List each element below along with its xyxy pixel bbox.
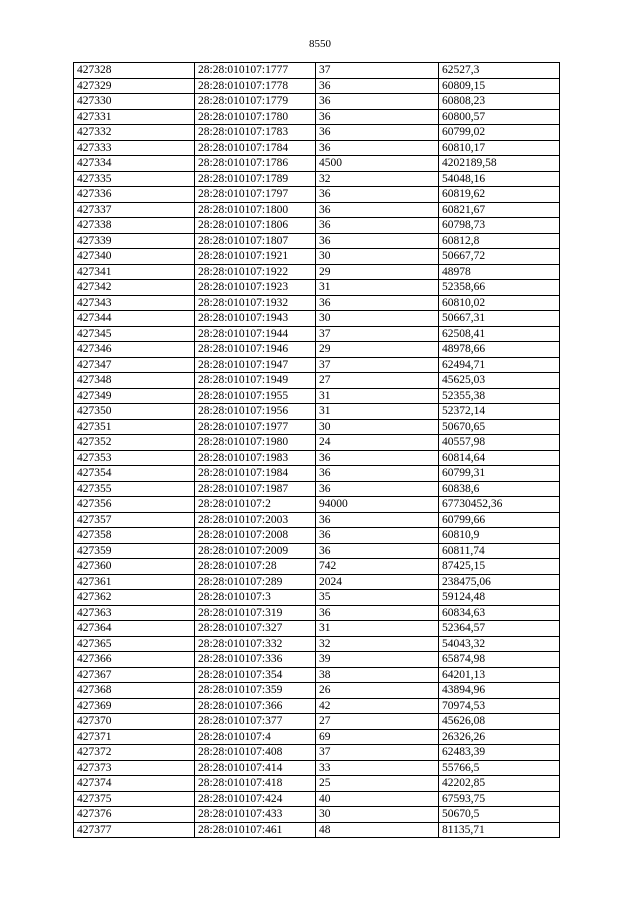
record-number-cell: 427376 [74,807,195,823]
table-row [74,264,560,280]
table-row [74,63,560,79]
area-cell: 36 [316,512,439,528]
cadastral-number-cell: 28:28:010107:418 [195,776,316,792]
cadastral-number-cell: 28:28:010107:1977 [195,419,316,435]
data-table [73,62,560,838]
table-row [74,342,560,358]
cadastral-number-cell: 28:28:010107:2009 [195,543,316,559]
table-row [74,497,560,513]
record-number-cell: 427372 [74,745,195,761]
cadastral-number-cell: 28:28:010107:1932 [195,295,316,311]
value-cell: 81135,71 [439,822,560,838]
record-number-cell: 427351 [74,419,195,435]
cadastral-number-cell: 28:28:010107:377 [195,714,316,730]
value-cell: 67730452,36 [439,497,560,513]
record-number-cell: 427340 [74,249,195,265]
table-row [74,807,560,823]
cadastral-number-cell: 28:28:010107:289 [195,574,316,590]
area-cell: 36 [316,605,439,621]
record-number-cell: 427349 [74,388,195,404]
record-number-cell: 427342 [74,280,195,296]
value-cell: 60834,63 [439,605,560,621]
record-number-cell: 427358 [74,528,195,544]
area-cell: 36 [316,78,439,94]
value-cell: 50667,72 [439,249,560,265]
record-number-cell: 427369 [74,698,195,714]
cadastral-number-cell: 28:28:010107:1923 [195,280,316,296]
cadastral-number-cell: 28:28:010107:461 [195,822,316,838]
value-cell: 64201,13 [439,667,560,683]
table-row [74,249,560,265]
table-row [74,745,560,761]
cadastral-number-cell: 28:28:010107:1983 [195,450,316,466]
area-cell: 31 [316,621,439,637]
cadastral-number-cell: 28:28:010107:433 [195,807,316,823]
table-row [74,218,560,234]
cadastral-number-cell: 28:28:010107:1947 [195,357,316,373]
cadastral-number-cell: 28:28:010107:1806 [195,218,316,234]
cadastral-number-cell: 28:28:010107:1778 [195,78,316,94]
cadastral-number-cell: 28:28:010107:2003 [195,512,316,528]
value-cell: 60812,8 [439,233,560,249]
table-row [74,233,560,249]
value-cell: 60799,31 [439,466,560,482]
cadastral-number-cell: 28:28:010107:1949 [195,373,316,389]
record-number-cell: 427361 [74,574,195,590]
table-row [74,156,560,172]
value-cell: 60800,57 [439,109,560,125]
table-row [74,760,560,776]
area-cell: 33 [316,760,439,776]
record-number-cell: 427363 [74,605,195,621]
table-row [74,714,560,730]
value-cell: 70974,53 [439,698,560,714]
area-cell: 36 [316,233,439,249]
table-row [74,621,560,637]
record-number-cell: 427362 [74,590,195,606]
record-number-cell: 427335 [74,171,195,187]
table-row [74,404,560,420]
cadastral-number-cell: 28:28:010107:1789 [195,171,316,187]
table-row [74,559,560,575]
record-number-cell: 427331 [74,109,195,125]
area-cell: 69 [316,729,439,745]
area-cell: 36 [316,295,439,311]
area-cell: 36 [316,125,439,141]
cadastral-number-cell: 28:28:010107:1797 [195,187,316,203]
cadastral-number-cell: 28:28:010107:28 [195,559,316,575]
record-number-cell: 427366 [74,652,195,668]
value-cell: 60798,73 [439,218,560,234]
cadastral-number-cell: 28:28:010107:1946 [195,342,316,358]
record-number-cell: 427371 [74,729,195,745]
area-cell: 36 [316,218,439,234]
record-number-cell: 427347 [74,357,195,373]
record-number-cell: 427355 [74,481,195,497]
area-cell: 30 [316,311,439,327]
value-cell: 238475,06 [439,574,560,590]
value-cell: 87425,15 [439,559,560,575]
record-number-cell: 427329 [74,78,195,94]
record-number-cell: 427356 [74,497,195,513]
table-row [74,295,560,311]
table-row [74,652,560,668]
area-cell: 32 [316,171,439,187]
cadastral-number-cell: 28:28:010107:319 [195,605,316,621]
area-cell: 2024 [316,574,439,590]
area-cell: 29 [316,342,439,358]
value-cell: 50670,65 [439,419,560,435]
table-row [74,605,560,621]
area-cell: 742 [316,559,439,575]
area-cell: 36 [316,450,439,466]
record-number-cell: 427333 [74,140,195,156]
area-cell: 39 [316,652,439,668]
value-cell: 62527,3 [439,63,560,79]
table-row [74,311,560,327]
cadastral-number-cell: 28:28:010107:332 [195,636,316,652]
cadastral-number-cell: 28:28:010107:1779 [195,94,316,110]
cadastral-number-cell: 28:28:010107:3 [195,590,316,606]
table-row [74,481,560,497]
table-body [74,63,560,838]
value-cell: 52372,14 [439,404,560,420]
record-number-cell: 427346 [74,342,195,358]
value-cell: 48978 [439,264,560,280]
table-row [74,94,560,110]
cadastral-number-cell: 28:28:010107:1943 [195,311,316,327]
record-number-cell: 427373 [74,760,195,776]
table-row [74,698,560,714]
area-cell: 36 [316,528,439,544]
cadastral-number-cell: 28:28:010107:424 [195,791,316,807]
value-cell: 48978,66 [439,342,560,358]
record-number-cell: 427352 [74,435,195,451]
value-cell: 52358,66 [439,280,560,296]
record-number-cell: 427338 [74,218,195,234]
cadastral-number-cell: 28:28:010107:1807 [195,233,316,249]
table-row [74,140,560,156]
table-row [74,590,560,606]
table-row [74,435,560,451]
record-number-cell: 427348 [74,373,195,389]
cadastral-number-cell: 28:28:010107:1800 [195,202,316,218]
record-number-cell: 427341 [74,264,195,280]
area-cell: 94000 [316,497,439,513]
area-cell: 4500 [316,156,439,172]
value-cell: 65874,98 [439,652,560,668]
cadastral-number-cell: 28:28:010107:1922 [195,264,316,280]
value-cell: 67593,75 [439,791,560,807]
value-cell: 54043,32 [439,636,560,652]
area-cell: 31 [316,404,439,420]
cadastral-number-cell: 28:28:010107:336 [195,652,316,668]
area-cell: 36 [316,187,439,203]
area-cell: 42 [316,698,439,714]
area-cell: 30 [316,807,439,823]
cadastral-number-cell: 28:28:010107:354 [195,667,316,683]
table-row [74,202,560,218]
cadastral-number-cell: 28:28:010107:1784 [195,140,316,156]
record-number-cell: 427377 [74,822,195,838]
table-row [74,636,560,652]
area-cell: 36 [316,543,439,559]
area-cell: 36 [316,94,439,110]
area-cell: 30 [316,419,439,435]
table-row [74,280,560,296]
table-row [74,419,560,435]
cadastral-number-cell: 28:28:010107:1956 [195,404,316,420]
value-cell: 60814,64 [439,450,560,466]
cadastral-number-cell: 28:28:010107:327 [195,621,316,637]
record-number-cell: 427328 [74,63,195,79]
record-number-cell: 427359 [74,543,195,559]
cadastral-number-cell: 28:28:010107:366 [195,698,316,714]
table-row [74,125,560,141]
record-number-cell: 427367 [74,667,195,683]
table-row [74,466,560,482]
area-cell: 38 [316,667,439,683]
area-cell: 37 [316,326,439,342]
area-cell: 24 [316,435,439,451]
table-row [74,109,560,125]
record-number-cell: 427375 [74,791,195,807]
area-cell: 27 [316,714,439,730]
cadastral-number-cell: 28:28:010107:408 [195,745,316,761]
value-cell: 60819,62 [439,187,560,203]
area-cell: 37 [316,357,439,373]
value-cell: 62508,41 [439,326,560,342]
value-cell: 40557,98 [439,435,560,451]
cadastral-number-cell: 28:28:010107:1944 [195,326,316,342]
record-number-cell: 427354 [74,466,195,482]
area-cell: 40 [316,791,439,807]
table-row [74,543,560,559]
area-cell: 36 [316,109,439,125]
value-cell: 60810,9 [439,528,560,544]
table-row [74,187,560,203]
table-row [74,171,560,187]
area-cell: 27 [316,373,439,389]
area-cell: 36 [316,202,439,218]
value-cell: 59124,48 [439,590,560,606]
area-cell: 29 [316,264,439,280]
table-row [74,388,560,404]
record-number-cell: 427365 [74,636,195,652]
value-cell: 54048,16 [439,171,560,187]
record-number-cell: 427353 [74,450,195,466]
table-row [74,574,560,590]
value-cell: 52364,57 [439,621,560,637]
table-row [74,373,560,389]
table-row [74,729,560,745]
page-number: 8550 [309,38,331,50]
value-cell: 50670,5 [439,807,560,823]
value-cell: 52355,38 [439,388,560,404]
value-cell: 60799,66 [439,512,560,528]
record-number-cell: 427334 [74,156,195,172]
cadastral-number-cell: 28:28:010107:2008 [195,528,316,544]
table-row [74,776,560,792]
value-cell: 42202,85 [439,776,560,792]
table-row [74,667,560,683]
cadastral-number-cell: 28:28:010107:1777 [195,63,316,79]
record-number-cell: 427364 [74,621,195,637]
value-cell: 60799,02 [439,125,560,141]
record-number-cell: 427370 [74,714,195,730]
value-cell: 55766,5 [439,760,560,776]
cadastral-number-cell: 28:28:010107:1783 [195,125,316,141]
value-cell: 62494,71 [439,357,560,373]
area-cell: 31 [316,280,439,296]
cadastral-number-cell: 28:28:010107:414 [195,760,316,776]
area-cell: 48 [316,822,439,838]
area-cell: 26 [316,683,439,699]
area-cell: 25 [316,776,439,792]
area-cell: 31 [316,388,439,404]
value-cell: 43894,96 [439,683,560,699]
record-number-cell: 427336 [74,187,195,203]
value-cell: 60809,15 [439,78,560,94]
record-number-cell: 427330 [74,94,195,110]
record-number-cell: 427344 [74,311,195,327]
cadastral-number-cell: 28:28:010107:1786 [195,156,316,172]
record-number-cell: 427357 [74,512,195,528]
value-cell: 60838,6 [439,481,560,497]
record-number-cell: 427343 [74,295,195,311]
table-row [74,822,560,838]
area-cell: 37 [316,63,439,79]
value-cell: 60810,02 [439,295,560,311]
area-cell: 36 [316,481,439,497]
value-cell: 62483,39 [439,745,560,761]
cadastral-number-cell: 28:28:010107:1980 [195,435,316,451]
table-row [74,357,560,373]
area-cell: 32 [316,636,439,652]
area-cell: 35 [316,590,439,606]
record-number-cell: 427368 [74,683,195,699]
record-number-cell: 427339 [74,233,195,249]
area-cell: 36 [316,466,439,482]
record-number-cell: 427345 [74,326,195,342]
area-cell: 30 [316,249,439,265]
value-cell: 26326,26 [439,729,560,745]
record-number-cell: 427337 [74,202,195,218]
table-row [74,683,560,699]
cadastral-number-cell: 28:28:010107:4 [195,729,316,745]
cadastral-number-cell: 28:28:010107:1955 [195,388,316,404]
value-cell: 60810,17 [439,140,560,156]
value-cell: 60808,23 [439,94,560,110]
record-number-cell: 427360 [74,559,195,575]
table-row [74,326,560,342]
record-number-cell: 427350 [74,404,195,420]
value-cell: 60811,74 [439,543,560,559]
table-row [74,791,560,807]
value-cell: 60821,67 [439,202,560,218]
record-number-cell: 427374 [74,776,195,792]
cadastral-number-cell: 28:28:010107:2 [195,497,316,513]
area-cell: 36 [316,140,439,156]
cadastral-number-cell: 28:28:010107:1987 [195,481,316,497]
table-row [74,512,560,528]
cadastral-number-cell: 28:28:010107:1780 [195,109,316,125]
table-row [74,450,560,466]
cadastral-number-cell: 28:28:010107:1984 [195,466,316,482]
value-cell: 4202189,58 [439,156,560,172]
table-row [74,78,560,94]
area-cell: 37 [316,745,439,761]
value-cell: 45625,03 [439,373,560,389]
cadastral-number-cell: 28:28:010107:1921 [195,249,316,265]
cadastral-number-cell: 28:28:010107:359 [195,683,316,699]
value-cell: 45626,08 [439,714,560,730]
value-cell: 50667,31 [439,311,560,327]
table-row [74,528,560,544]
record-number-cell: 427332 [74,125,195,141]
